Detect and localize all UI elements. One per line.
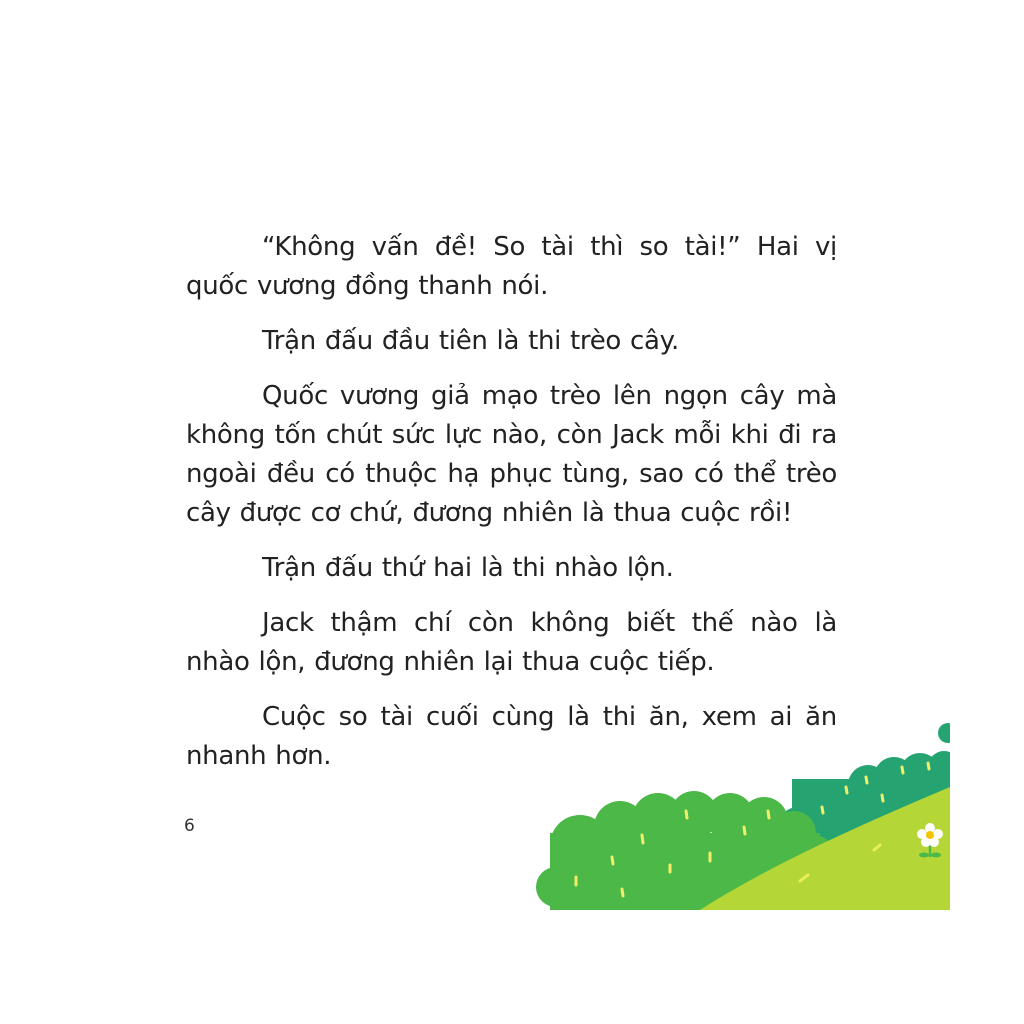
story-text: [186, 228, 837, 792]
paragraph-3: Quốc vương giả mạo trèo lên ngọn cây mà không tốn chút sức lực nào, còn Jack mỗi khi đi ra ngoài đều có thuộc hạ phục tùng, sao có thể trèo cây được cơ chứ, đương nhiên là thua cuộc rồi!: [186, 381, 837, 528]
bush-illustration: [530, 715, 950, 910]
page-number: 6: [184, 816, 195, 836]
paragraph-2: Trận đấu đầu tiên là thi trèo cây.: [262, 326, 679, 356]
paragraph-4: Trận đấu thứ hai là thi nhào lộn.: [262, 553, 674, 583]
paragraph-5: Jack thậm chí còn không biết thế nào là nhào lộn, đương nhiên lại thua cuộc tiếp.: [186, 608, 837, 677]
paragraph-1: “Không vấn đề! So tài thì so tài!” Hai vị quốc vương đồng thanh nói.: [186, 232, 837, 301]
paragraph-6: Cuộc so tài cuối cùng là thi ăn, xem ai ăn nhanh hơn.: [186, 702, 837, 771]
